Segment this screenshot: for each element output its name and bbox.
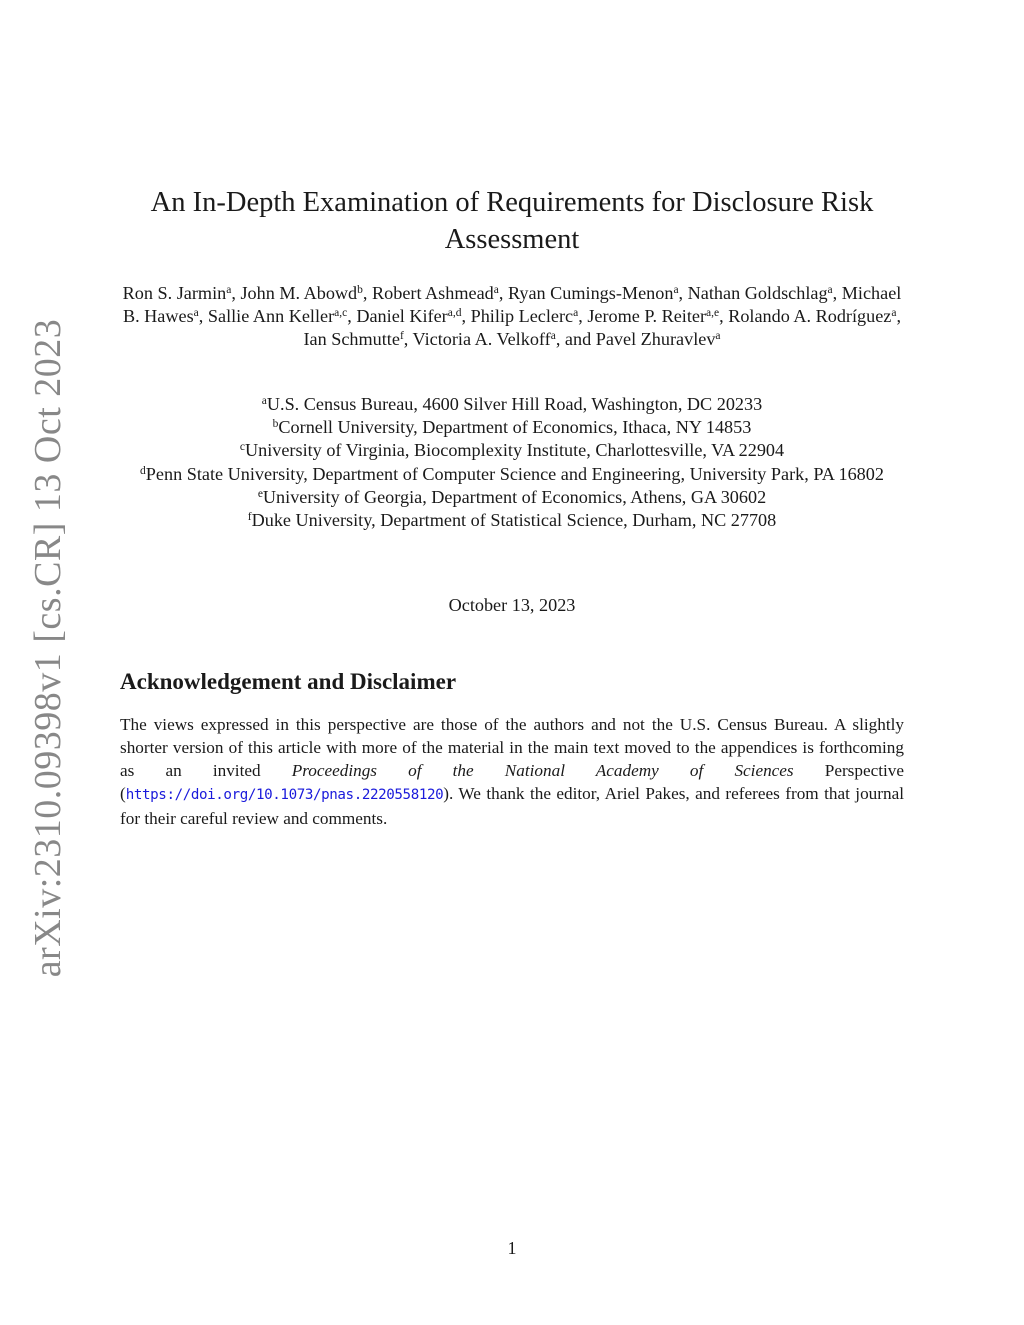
author-separator: , [347,305,357,326]
paper-title [120,184,904,258]
author-affiliation-mark: a,c [334,306,348,319]
author-affiliation-mark: a [891,306,897,319]
affiliation-text: Cornell University, Department of Economics, Ithaca, NY 14853 [278,417,752,438]
author-separator: , [231,283,241,303]
doi-link[interactable]: https://doi.org/10.1073/pnas.2220558120 [125,787,444,804]
body-text-part-3: ). We thank the editor, Ariel Pakes, and referees from that journal for their careful review and comments. [120,784,904,829]
author-affiliation-mark: b [357,284,363,296]
affiliation-item [116,463,908,486]
affiliation-item [116,509,908,532]
author-separator: , [362,283,372,303]
page-number: 1 [507,1238,517,1258]
acknowledgement-paragraph [120,713,904,830]
author-separator: , [678,283,688,303]
journal-name: Proceedings of the National Academy of Sciences [291,761,794,781]
publication-date: October 13, 2023 [448,595,576,615]
author-name: Daniel Kifer [356,305,448,326]
author-affiliation-mark: a [573,306,579,319]
affiliation-key: e [257,487,263,500]
arxiv-stamp: arXiv:2310.09398v1 [cs.CR] 13 Oct 2023 [27,318,69,978]
body-text-part-1: The views expressed in this perspective are those of the authors and not the U.S. Census Bureau. A slightly shorter version of this article with more of the material in the main text moved to the appendices is forthcoming as an invited [120,715,904,781]
affiliation-text: University of Virginia, Biocomplexity Institute, Charlottesville, VA 22904 [244,440,785,461]
section-heading: Acknowledgement and Disclaimer [120,669,457,694]
affiliation-item [116,416,908,439]
author-affiliation-mark: a [715,329,721,342]
affiliation-key: b [272,418,279,431]
author-affiliation-mark: a [550,329,556,342]
author-name: Sallie Ann Keller [207,305,335,326]
author-affiliation-mark: a,d [447,306,462,319]
author-separator: , [719,305,729,326]
author-separator: , and [555,328,596,349]
paper-title-line-2: Assessment [444,224,580,255]
author-name: Ian Schmutte [303,328,400,349]
author-name: Ron S. Jarmin [122,283,227,303]
affiliation-list [116,393,908,532]
affiliation-text: Duke University, Department of Statistical Science, Durham, NC 27708 [251,510,777,531]
author-name: Nathan Goldschlag [687,283,828,303]
author-affiliation-mark: a [226,284,232,296]
affiliation-key: d [140,464,146,477]
author-name: Michael B. Hawes [122,283,902,326]
affiliation-text: U.S. Census Bureau, 4600 Silver Hill Road, Washington, DC 20233 [266,394,763,414]
author-separator: , [832,283,842,303]
author-list [116,282,908,350]
author-affiliation-mark: f [399,329,404,342]
author-separator: , [896,305,902,326]
affiliation-key: a [261,395,267,407]
author-name: Pavel Zhuravlev [595,328,716,349]
author-name: John M. Abowd [240,283,358,303]
author-separator: , [578,305,588,326]
author-separator: , [198,305,208,326]
author-separator: , [403,328,413,349]
author-affiliation-mark: a [827,284,833,296]
author-affiliation-mark: a,e [706,306,720,319]
affiliation-text: University of Georgia, Department of Economics, Athens, GA 30602 [262,486,767,507]
paper-title-line-1: An In-Depth Examination of Requirements for Disclosure Risk [150,187,874,218]
author-name: Rolando A. Rodríguez [728,305,892,326]
author-name: Victoria A. Velkoff [412,328,551,349]
author-name: Robert Ashmead [372,283,494,303]
author-name: Ryan Cumings-Menon [507,283,674,303]
body-text-part-2: Perspective ( [120,761,904,804]
author-name: Jerome P. Reiter [587,305,707,326]
affiliation-key: c [239,441,245,454]
affiliation-key: f [247,511,252,524]
author-affiliation-mark: a [673,284,679,296]
affiliation-item [116,439,908,462]
author-name: Philip Leclerc [470,305,574,326]
author-affiliation-mark: a [193,306,199,319]
affiliation-text: Penn State University, Department of Computer Science and Engineering, University Park, PA 16802 [145,463,884,484]
affiliation-item [116,486,908,509]
author-affiliation-mark: a [493,284,499,296]
author-separator: , [498,283,508,303]
affiliation-item [116,393,908,416]
author-separator: , [461,305,471,326]
